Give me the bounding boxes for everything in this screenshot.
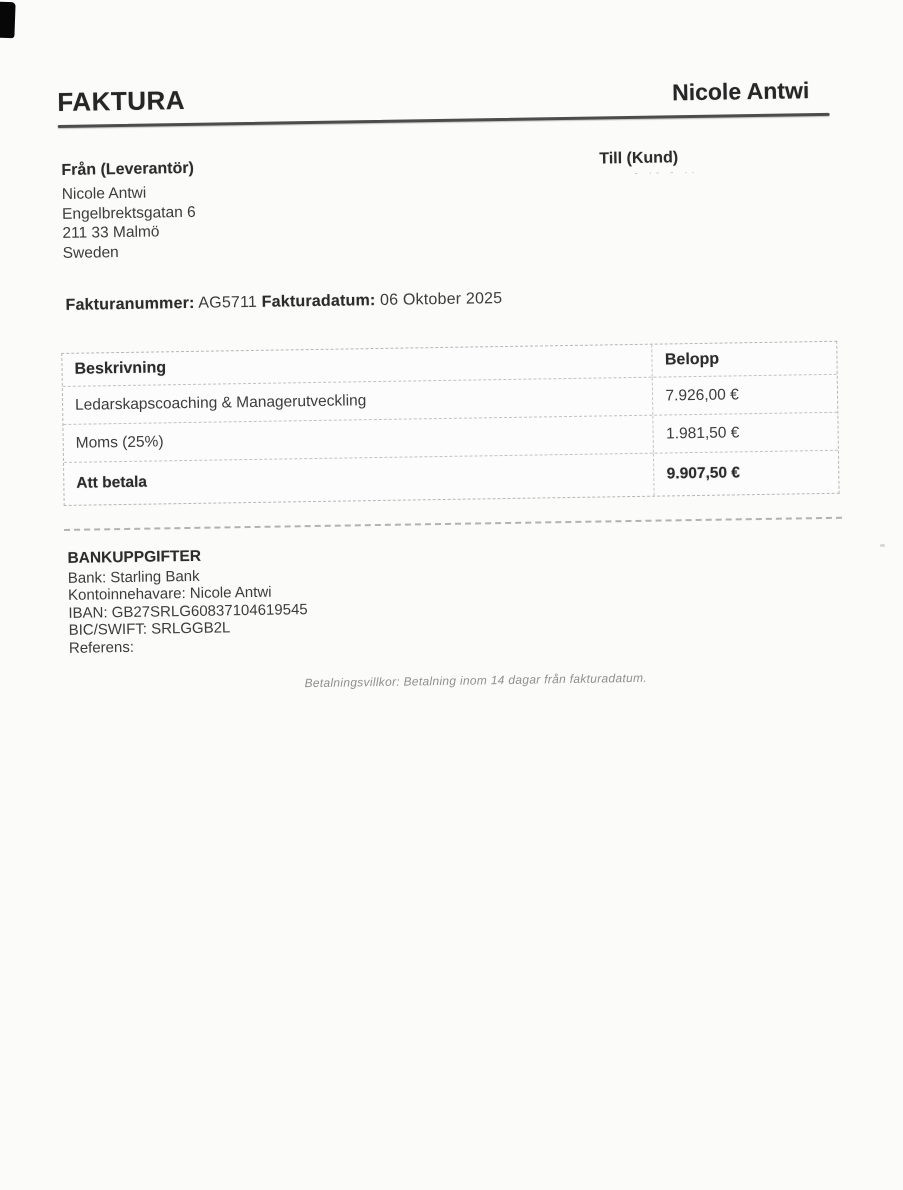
bank-detail-line: IBAN: GB27SRLG60837104619545 <box>68 600 308 622</box>
bank-section-title: BANKUPPGIFTER <box>67 547 202 567</box>
invoice-date-label: Fakturadatum: <box>261 292 376 311</box>
issuer-name-header: Nicole Antwi <box>671 77 810 106</box>
invoice-number-label: Fakturanummer: <box>65 294 195 314</box>
description-cell: Moms (25%) <box>75 432 164 452</box>
invoice-meta-line <box>65 290 502 315</box>
description-cell: Att betala <box>76 473 148 492</box>
bank-detail-line: Bank: Starling Bank <box>67 567 200 587</box>
from-address-line: 211 33 Malmö <box>62 223 160 243</box>
amounts-table <box>61 341 839 506</box>
invoice-title: FAKTURA <box>57 84 186 117</box>
invoice-document <box>57 68 845 740</box>
amount-cell: 1.981,50 € <box>653 413 838 453</box>
bank-detail-line: Referens: <box>68 638 135 657</box>
scan-speck-artifact <box>880 544 885 547</box>
from-address-line: Sweden <box>62 243 119 262</box>
bank-detail-line: Kontoinnehavare: Nicole Antwi <box>67 584 272 605</box>
bank-detail-line: BIC/SWIFT: SRLGGB2L <box>68 619 231 640</box>
amount-cell: 9.907,50 € <box>653 451 838 496</box>
invoice-date-value: 06 Oktober 2025 <box>379 290 503 309</box>
payment-terms-note: Betalningsvillkor: Betalning inom 14 dagar från fakturadatum. <box>304 670 648 691</box>
column-header-description: Beskrivning <box>74 359 167 378</box>
from-address-block <box>62 183 197 263</box>
invoice-number-value: AG5711 <box>198 293 258 312</box>
section-divider-line <box>64 517 842 531</box>
from-address-line: Engelbrektsgatan 6 <box>61 203 196 223</box>
amount-cell: 7.926,00 € <box>652 375 837 415</box>
bank-details-block <box>68 566 309 657</box>
to-scan-marks-artifact: - ·- - ·· <box>634 168 699 178</box>
scanner-edge-artifact <box>0 2 16 39</box>
to-section-label: Till (Kund) <box>599 149 679 168</box>
from-section-label: Från (Leverantör) <box>61 159 195 179</box>
from-address-line: Nicole Antwi <box>61 184 147 203</box>
column-header-amount: Belopp <box>652 342 837 377</box>
description-cell: Ledarskapscoaching & Managerutveckling <box>74 391 367 414</box>
